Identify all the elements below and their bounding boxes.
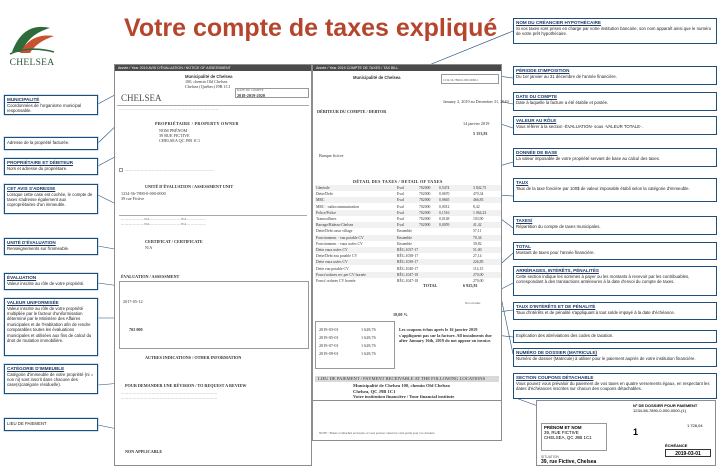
callout-valeur-role <box>513 116 717 135</box>
page-title: Votre compte de taxes expliqué <box>124 14 498 42</box>
callout-taux <box>513 178 717 202</box>
tax-cell-rate: 0,1516 <box>439 210 450 215</box>
tax-cell-code: Ensemble <box>397 235 412 240</box>
unit-details-2: — — — — — — N/A — — — — — — — — N/A — — — — — <box>121 222 206 226</box>
callout-heading: ARRÉRAGES, INTÉRÊTS, PÉNALITÉS <box>516 268 599 273</box>
tax-bill-document-lower <box>312 401 502 441</box>
tax-cell-amount: 1 064,23 <box>473 210 487 215</box>
callout-valeur-uniformisee <box>4 298 98 356</box>
payment-line: Municipalité de Chelsea 100, chemin Old Chelsea <box>353 383 450 388</box>
tax-cell-label: Générale <box>316 186 330 190</box>
tax-cell-code: Ensemble <box>397 241 412 246</box>
tax-row <box>315 185 501 191</box>
chelsea-logo <box>6 22 58 80</box>
callout-heading: DATE DU COMPTE <box>516 94 558 99</box>
notice-legal-line: — — — — — — — — — — — — — — — — — — — — — — — — — — <box>119 107 219 111</box>
installment-date: 2019-07-01 <box>319 343 339 348</box>
callout-arrerages <box>513 266 717 296</box>
callout-date-compte <box>513 92 717 111</box>
tax-cell-base: 702000 <box>419 217 431 221</box>
callout-body: Numéro de dossier (Matricule) à utiliser pour le paiement auprès de votre institution financière. <box>516 355 696 361</box>
callout-heading: DONNÉE DE BASE <box>516 150 558 155</box>
fold-note: NOTE : Brisez et détachez au besoin, et vous pouvez conserver cette partie pour vos dossiers. <box>319 431 436 435</box>
tax-cell-base: 702000 <box>419 198 431 203</box>
tax-cell-base: 702000 <box>419 192 431 197</box>
callout-taux-interets <box>513 302 717 320</box>
unit-details: — — — — — — N/A — — — — — — — — N/A — — — — — <box>121 217 206 221</box>
tax-row <box>315 247 501 253</box>
tax-cell-label: Barrage/Rideau-Chelsea <box>316 223 354 228</box>
tax-cell-label: Dette/Debt cœur village <box>316 229 353 234</box>
callout-heading: NOM DU CRÉANCIER HYPOTHÉCAIRE <box>516 20 601 25</box>
callout-body: LIEU DE PAIEMENT <box>7 421 47 426</box>
review-band: POUR DEMANDER UNE RÉVISION / TO REQUEST A REVIEW <box>125 383 247 388</box>
unit-matricule: 1234-56-7890-0-000-0000 <box>121 191 166 196</box>
installment-amount: 1 628,76 <box>361 343 376 348</box>
tax-cell-code: RÈG.1039-17 <box>397 260 419 265</box>
tax-cell-amount: 51,00 <box>473 248 482 252</box>
callout-body: Taux d'intérêts et de pénalité s'appliquant à tout solde impayé à la date d'échéance. <box>516 309 675 315</box>
tax-cell-code: Eval <box>397 192 404 197</box>
tax-cell-code: Eval <box>397 204 404 209</box>
tax-cell-amount: 466,83 <box>473 198 484 203</box>
callout-heading: TAXES/ <box>516 218 533 223</box>
callout-heading: TAUX D'INTÉRÊTS ET DE PÉNALITÉ <box>516 304 596 309</box>
tax-cell-code: Eval <box>397 198 404 203</box>
tax-row <box>315 204 501 210</box>
callout-body: La valeur imposable de votre propriété servant de base au calcul des taxes. <box>516 155 661 161</box>
taxbill-municipality: Municipalité de Chelsea <box>353 75 401 80</box>
tax-cell-amount: 27,14 <box>473 254 482 259</box>
coupon-situation-label: SITUATION <box>541 455 559 459</box>
tax-cell-rate: 0,0012 <box>439 204 450 209</box>
callout-adresse <box>4 137 98 150</box>
installment-date: 2019-09-01 <box>319 351 339 356</box>
tax-cell-amount: 41,42 <box>473 223 482 228</box>
interest-rate: 18,00 % <box>393 312 408 317</box>
tax-cell-code: Eval <box>397 210 404 215</box>
tax-cell-amount: 470,34 <box>473 192 484 197</box>
callout-heading: TOTAL <box>516 244 531 249</box>
taxbill-dossier: 1234-56-7890-0-000-0000-1 <box>443 78 479 82</box>
tax-row <box>315 228 501 234</box>
callout-body: Catégorie d'immeuble de votre propriété (ni = non ni) sont inscrit dans chacune des case(s)catégorie résiduelle). <box>7 371 94 388</box>
tax-bill-document <box>312 64 509 401</box>
tax-cell-base: 702000 <box>419 223 431 228</box>
coupon-dossier: 1234-56-7890-0-000-0000-(1) <box>633 408 686 413</box>
tax-cell-code: RÈG.1037-17 <box>397 248 419 252</box>
tax-cell-amount: 8,42 <box>473 204 480 209</box>
unit-address: 39 rue Fictive <box>121 196 145 201</box>
coupon-owner-name: PRÉNOM ET NOM <box>544 425 582 430</box>
tax-cell-code: Eval <box>397 186 404 190</box>
installments-note: Les coupons échus après le 16 janvier 2019 s'appliquent pas sur la facture. All instalments due after January 16th, 2019 do not appear on invoice. <box>399 327 492 344</box>
installment-date: 2019-05-01 <box>319 335 339 340</box>
callout-heading: SECTION COUPONS DÉTACHABLE <box>516 375 594 380</box>
tax-cell-label: MRC <box>316 198 325 203</box>
tax-cell-code: RÈG.1047-18 <box>397 272 419 277</box>
callout-heading: UNITÉ D'ÉVALUATION <box>7 240 56 245</box>
callout-body: Cette section indique les sommes à payer ou les montants à recevoir par les contribuables, correspondant à des transactions antérieures à la date d'envoi du compte de taxes. <box>516 273 690 284</box>
installment-amount: 1 628,76 <box>361 351 376 356</box>
callout-evaluation <box>4 273 98 290</box>
coupon-owner-city: CHELSEA, QC J9B 1C1 <box>544 435 592 440</box>
taxbill-period: January 2, 2019 au December 31, 2019 <box>443 99 509 104</box>
tax-cell-label: Dette/Debt eau potable CV <box>316 254 358 259</box>
assessment-notice-document <box>114 64 312 466</box>
tax-row <box>315 253 501 259</box>
payment-line: Chelsea, QC J9B 1C1 <box>353 388 396 394</box>
tax-cell-label: Dette eau potable CV <box>316 266 349 271</box>
callout-categorie-immeuble <box>4 364 98 394</box>
callout-heading: CATÉGORIE D'IMMEUBLE <box>7 366 65 371</box>
tax-cell-amount: 270,00 <box>473 272 484 277</box>
detail-band: DÉTAIL DES TAXES / DETAIL OF TAXES <box>353 179 443 184</box>
tax-cell-rate: 0,0148 <box>439 217 450 221</box>
tax-cell-label: Fonctionnem. - eau potable CV <box>316 235 364 240</box>
notice-municipality: Municipalité de Chelsea <box>185 74 233 79</box>
payment-lines <box>353 383 501 401</box>
notice-date-label: DATE DU COMPTE <box>237 88 264 92</box>
taxbill-total-top: 5 153,81 <box>473 131 488 136</box>
installment-list <box>319 327 393 367</box>
notice-logo-text: CHELSEA <box>121 93 162 103</box>
callout-cet-avis <box>4 184 98 214</box>
taxbill-header-bar: Année / Year 2019 COMPTE DE TAXES / TAX BILL <box>313 65 501 71</box>
tax-cell-rate: 0,0670 <box>439 192 450 197</box>
assessment-header-bar: Année / Year 2019 AVIS D'ÉVALUATION / NOTICE OF ASSESSMENT <box>115 65 311 71</box>
tax-cell-rate: 0,0059 <box>439 223 450 228</box>
review-text: — — — — — — — — — — — — — — — — — — — — — — — — — <box>121 391 217 395</box>
tax-cell-code: RÈG.1047-18 <box>397 279 419 283</box>
tax-cell-amount: 270,00 <box>473 279 484 283</box>
installment-amount: 1 628,76 <box>361 335 376 340</box>
owner-city: CHELSEA QC J9B 1C1 <box>159 138 201 143</box>
owner-band: PROPRIÉTAIRE / PROPERTY OWNER <box>155 121 239 126</box>
certificate-band: CERTIFICAT / CERTIFICATE <box>145 239 203 244</box>
installment-amount: 1 628,76 <box>361 327 376 332</box>
notice-period: 2018-2019-2020 <box>237 93 265 98</box>
taxbill-date: 14 janvier 2019 <box>463 121 490 126</box>
logo-wordmark: CHELSEA <box>9 58 55 68</box>
tax-cell-label: Fonct/ ordures CV bornée <box>316 279 356 283</box>
tax-cell-label: Transcollines <box>316 217 337 221</box>
callout-heading: TAUX <box>516 180 529 185</box>
callout-body: Du 1er janvier au 31 décembre de l'année financière. <box>516 73 617 79</box>
coupon-due-label: ÉCHÉANCE <box>665 443 688 448</box>
tax-cell-amount: 226,85 <box>473 260 484 265</box>
coupon-situation: 39, rue Fictive, Chelsea <box>541 459 597 465</box>
callout-body: Date à laquelle la facture a été établie et postée. <box>516 99 609 105</box>
callout-heading: MUNICIPALITÉ <box>7 97 40 102</box>
non-applicable: NON APPLICABLE <box>125 449 163 454</box>
coupon-heading: Nº DE DOSSIER POUR PAIEMENT <box>633 403 698 408</box>
tax-cell-label: Police/Police <box>316 210 337 215</box>
owner-street: 39 RUE FICTIVE <box>159 133 190 138</box>
tax-cell-amount: 114,15 <box>473 266 484 271</box>
coupon-owner-street: 39, RUE FICTIVE <box>544 430 579 435</box>
callout-heading: VALEUR AU RÔLE <box>516 118 557 123</box>
tax-cell-label: Fonct/ordures rec per CV bornée <box>316 272 366 277</box>
payment-band: LIEU DE PAIEMENT / PAYMENT RECEIVABLE AT THE FOLLOWING LOCATIONS <box>315 376 499 382</box>
callout-body: Nom et adresse du propriétaire. <box>7 165 68 171</box>
callout-heading: NUMÉRO DE DOSSIER (MATRICULE) <box>516 350 598 355</box>
evaluation-value: 702 000 <box>129 327 143 332</box>
tax-row <box>315 191 501 197</box>
tax-cell-amount: 103,90 <box>473 217 484 221</box>
callout-matricule <box>513 348 717 367</box>
taxbill-debtor: DÉBITEUR DU COMPTE / DEBTOR <box>317 109 387 114</box>
other-info-band: AUTRES INDICATIONS / OTHER INFORMATION <box>145 355 242 360</box>
callout-body: Taux de la taxe foncière par 100$ de valeur imposable établi selon la catégorie d'immeuble. <box>516 185 690 191</box>
tax-row <box>315 266 501 272</box>
callout-body: Lorsque cette case est cochée, le compte de taxes s'adresse également aux copropriétaires d'un immeuble. <box>7 191 93 208</box>
callout-coupons <box>513 373 717 399</box>
certificate-na: N/A <box>145 245 153 250</box>
tax-cell-code: RÈG.1040-17 <box>397 266 419 271</box>
tax-cell-label: Fonctionnem. - eaux usées CV <box>316 241 363 246</box>
coupon-due-date: 2019-03-01 <box>665 449 711 457</box>
notice-muni-address: 100, chemin Old Chelsea <box>185 79 228 84</box>
arrears-status: Not overdue <box>465 301 481 305</box>
coupon-number: 1 <box>633 427 639 437</box>
payment-coupon <box>536 400 716 466</box>
callout-body: Vous pouvez vous prévaloir du paiement de vos taxes en quatre versements égaux, en respectant les dates d'échéances inscrites sur chacun des coupons détachables. <box>516 380 710 391</box>
tax-cell-amount: 3 842,75 <box>473 186 487 190</box>
tax-cell-label: MRC - radiocommunication <box>316 204 360 209</box>
installment-date: 2019-03-01 <box>319 327 339 332</box>
payment-line: Votre institution financière / Your financial institute <box>353 394 455 400</box>
callout-taxes <box>513 216 717 235</box>
callout-abreviations <box>513 330 717 343</box>
callout-periode <box>513 66 717 85</box>
coowner-checkbox <box>119 168 123 172</box>
tax-row <box>315 210 501 216</box>
tax-cell-label: Dette eaux usées CV <box>316 260 348 265</box>
callout-body: Montant de taxes pour l'année financière. <box>516 249 595 255</box>
evaluation-date: 2017-05-12 <box>123 299 143 304</box>
callout-donnee-base <box>513 148 717 167</box>
callout-lieu-paiement <box>4 418 98 431</box>
tax-cell-amount: 39,82 <box>473 241 482 246</box>
tax-row <box>315 272 501 278</box>
callout-municipalite <box>4 95 98 115</box>
tax-row <box>315 222 501 228</box>
owner-name: NOM PRÉNOM <box>159 128 188 133</box>
tax-cell-code: Eval <box>397 223 404 228</box>
callout-body: Valeur inscrite au rôle de votre propriété. <box>7 280 85 286</box>
callout-body: Explication des abréviations des codes de taxation. <box>516 333 614 338</box>
review-text-2: — — — — — — — — — — — — — — — — — — — — — — — — — <box>121 396 217 400</box>
tax-cell-label: Dette eaux usées CV <box>316 248 348 252</box>
callout-heading: VALEUR UNIFORMISÉE <box>7 300 59 305</box>
callout-unite-evaluation <box>4 238 98 255</box>
creditor-name: Banque fictive <box>319 153 344 158</box>
callout-heading: PÉRIODE D'IMPOSITION <box>516 68 570 73</box>
tax-cell-amount: 57,11 <box>473 229 482 234</box>
tax-cell-code: RÈG.1038-17 <box>397 254 419 259</box>
tax-row <box>315 241 501 247</box>
evaluation-band: ÉVALUATION / ASSESSMENT <box>121 274 180 279</box>
callout-body: Vous référer à la section -ÉVALUATION- sous -VALEUR TOTALE-. <box>516 123 643 129</box>
tax-row <box>315 197 501 203</box>
callout-heading: PROPRIÉTAIRE ET DÉBITEUR <box>7 160 74 165</box>
tax-cell-base: 702000 <box>419 210 431 215</box>
coupon-amount: 1 728,04 <box>687 423 703 428</box>
tax-cell-label: Dette/Debt <box>316 192 333 197</box>
tax-row <box>315 259 501 265</box>
callout-heading: CET AVIS S'ADRESSE <box>7 186 56 191</box>
notice-muni-city: Chelsea (Québec) J9B 1C1 <box>185 84 231 89</box>
evaluation-box <box>119 281 309 349</box>
tax-cell-code: Ensemble <box>397 229 412 234</box>
tax-cell-rate: 0,0665 <box>439 198 450 203</box>
tax-row <box>315 216 501 222</box>
callout-body: Répartition du compte de taxes municipales. <box>516 223 601 229</box>
callout-heading: ÉVALUATION <box>7 275 37 280</box>
callout-body: Valeur inscrite au rôle de votre propriété multipliée par le facteur d'uniformisation déterminé par le Ministère des Affaires municipales et de l'Habitation afin de rendre comparables toutes les évaluations municipales et utilisées aux fins de calcul du droit de mutation immobilière. <box>7 305 92 344</box>
callout-creancier <box>513 18 717 44</box>
tax-cell-base: 702000 <box>419 204 431 209</box>
tax-cell-base: 702000 <box>419 186 431 190</box>
callout-body: Si vos taxes sont prises en charge par votre institution bancaire, son nom apparaît ainsi que le numéro de votre prêt hypothécaire. <box>516 25 712 36</box>
callout-body: Adresse de la propriété facturée. <box>7 140 70 145</box>
tax-cell-amount: 70,34 <box>473 235 482 240</box>
coowner-text: — — — — — — — — — — — — — — — — — — — — — — — <box>125 168 214 172</box>
tax-row <box>315 235 501 241</box>
callout-total <box>513 242 717 260</box>
taxbill-total-label: TOTAL <box>423 283 438 288</box>
tax-detail-table <box>315 185 501 285</box>
tax-cell-code: Eval <box>397 217 404 221</box>
callout-body: Coordonnées de l'organisme municipal responsable. <box>7 102 82 113</box>
callout-proprietaire <box>4 158 98 175</box>
callout-body: Renseignements sur l'immeuble. <box>7 245 70 251</box>
taxbill-total-amount: 6 925,81 <box>463 283 478 288</box>
tax-cell-rate: 0,5474 <box>439 186 450 190</box>
unit-band: UNITÉ D'ÉVALUATION / ASSESSMENT UNIT <box>145 184 234 189</box>
chelsea-logo-icon <box>6 22 58 58</box>
